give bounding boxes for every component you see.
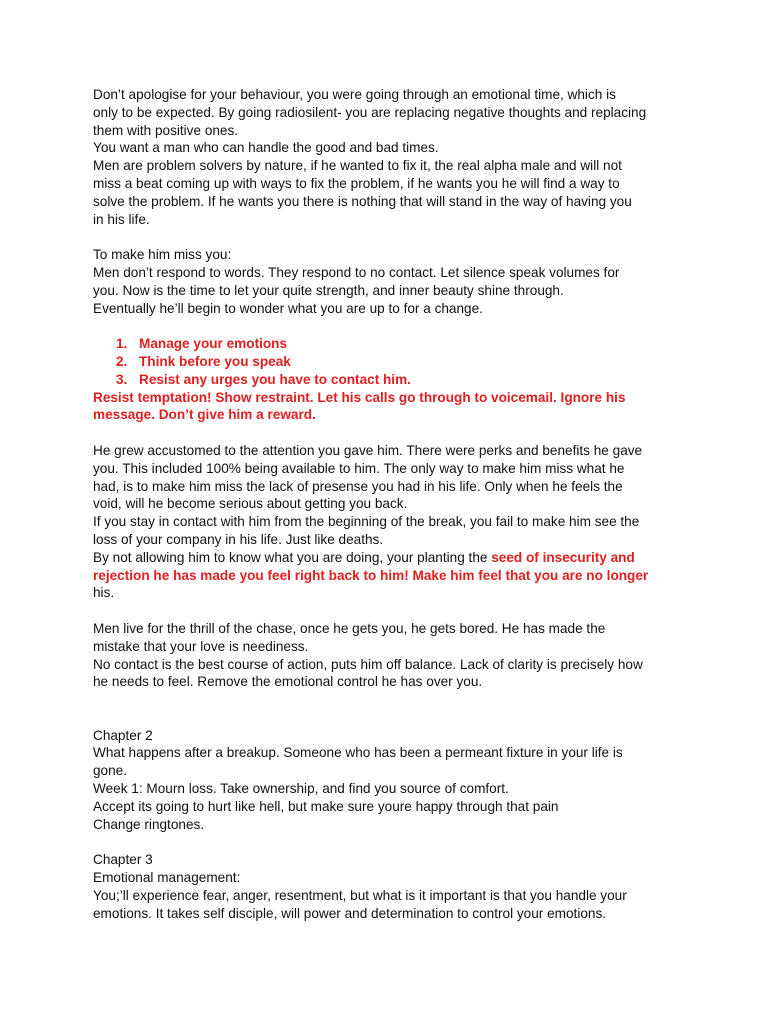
chapter-heading: Chapter 3 [93, 852, 153, 868]
spacer [93, 424, 683, 442]
text-line: he needs to feel. Remove the emotional control he has over you. [93, 674, 483, 690]
spacer [93, 228, 683, 246]
list-text: Resist any urges you have to contact him. [139, 371, 411, 387]
paragraph-miss-you [93, 246, 683, 317]
text-line: To make him miss you: [93, 247, 232, 263]
text-line: his. [93, 585, 115, 601]
text-line: you. Now is the time to let your quite strength, and inner beauty shine through. [93, 282, 564, 298]
chapter-heading: Chapter 2 [93, 727, 153, 743]
text-line: Accept its going to hurt like hell, but make sure youre happy through that pain [93, 798, 559, 814]
spacer [93, 833, 683, 851]
numbered-steps-list [93, 335, 683, 388]
text-line: message. Don’t give him a reward. [93, 407, 316, 423]
text-line: miss a beat coming up with ways to fix the problem, if he wants you he will find a way to [93, 175, 620, 191]
text-line: had, is to make him miss the lack of presense you had in his life. Only when he feels the [93, 478, 623, 494]
red-emphasis-text: seed of insecurity and [491, 549, 635, 565]
text-line: void, will he become serious about getting you back. [93, 496, 408, 512]
list-text: Think before you speak [139, 353, 291, 369]
text-line: in his life. [93, 211, 150, 227]
list-item [93, 371, 683, 389]
spacer [93, 691, 683, 709]
text-line: He grew accustomed to the attention you gave him. There were perks and benefits he gave [93, 442, 643, 458]
text-line: loss of your company in his life. Just like deaths. [93, 531, 384, 547]
red-emphasis-text: rejection he has made you feel right back to him! Make him feel that you are no longer [93, 567, 649, 583]
text-line: Resist temptation! Show restraint. Let his calls go through to voicemail. Ignore his [93, 389, 626, 405]
text-line: gone. [93, 763, 128, 779]
chapter-3-section [93, 851, 683, 922]
text-line: solve the problem. If he wants you there is nothing that will stand in the way of having you [93, 193, 632, 209]
list-item [93, 335, 683, 353]
plain-text: By not allowing him to know what you are doing, your planting the [93, 549, 492, 565]
text-line: Change ringtones. [93, 816, 205, 832]
text-line: them with positive ones. [93, 122, 239, 138]
document-page [93, 86, 683, 922]
text-line: you. This included 100% being available to him. The only way to make him miss what he [93, 460, 625, 476]
paragraph-chase [93, 620, 683, 691]
text-line: Men are problem solvers by nature, if he wanted to fix it, the real alpha male and will not [93, 158, 622, 174]
text-line: Eventually he’ll begin to wonder what you are up to for a change. [93, 300, 483, 316]
list-number: 3. [116, 371, 128, 387]
text-line-mixed [93, 549, 683, 567]
text-line: Men don’t respond to words. They respond to no contact. Let silence speak volumes for [93, 264, 620, 280]
text-line: You want a man who can handle the good and bad times. [93, 140, 439, 156]
paragraph-apologise [93, 86, 683, 228]
text-line: Men live for the thrill of the chase, once he gets you, he gets bored. He has made the [93, 620, 606, 636]
spacer [93, 602, 683, 620]
text-line: Don’t apologise for your behaviour, you were going through an emotional time, which is [93, 87, 616, 102]
text-line: You;’ll experience fear, anger, resentment, but what is it important is that you handle your [93, 887, 627, 903]
list-number: 1. [116, 336, 128, 352]
paragraph-attention [93, 442, 683, 602]
text-line: emotions. It takes self disciple, will power and determination to control your emotions. [93, 905, 607, 921]
list-item [93, 353, 683, 371]
list-number: 2. [116, 353, 128, 369]
text-line: Emotional management: [93, 870, 241, 886]
text-line: No contact is the best course of action, puts him off balance. Lack of clarity is precisely how [93, 656, 643, 672]
text-line: Week 1: Mourn loss. Take ownership, and find you source of comfort. [93, 781, 509, 797]
text-line: only to be expected. By going radiosilent- you are replacing negative thoughts and replacing [93, 104, 647, 120]
text-line: mistake that your love is neediness. [93, 638, 309, 654]
red-emphasis-note [93, 389, 683, 425]
chapter-2-section [93, 727, 683, 834]
spacer [93, 317, 683, 335]
list-text: Manage your emotions [139, 336, 288, 352]
text-line: If you stay in contact with him from the beginning of the break, you fail to make him see the [93, 514, 640, 530]
text-line: What happens after a breakup. Someone who has been a permeant fixture in your life is [93, 745, 623, 761]
spacer [93, 709, 683, 727]
